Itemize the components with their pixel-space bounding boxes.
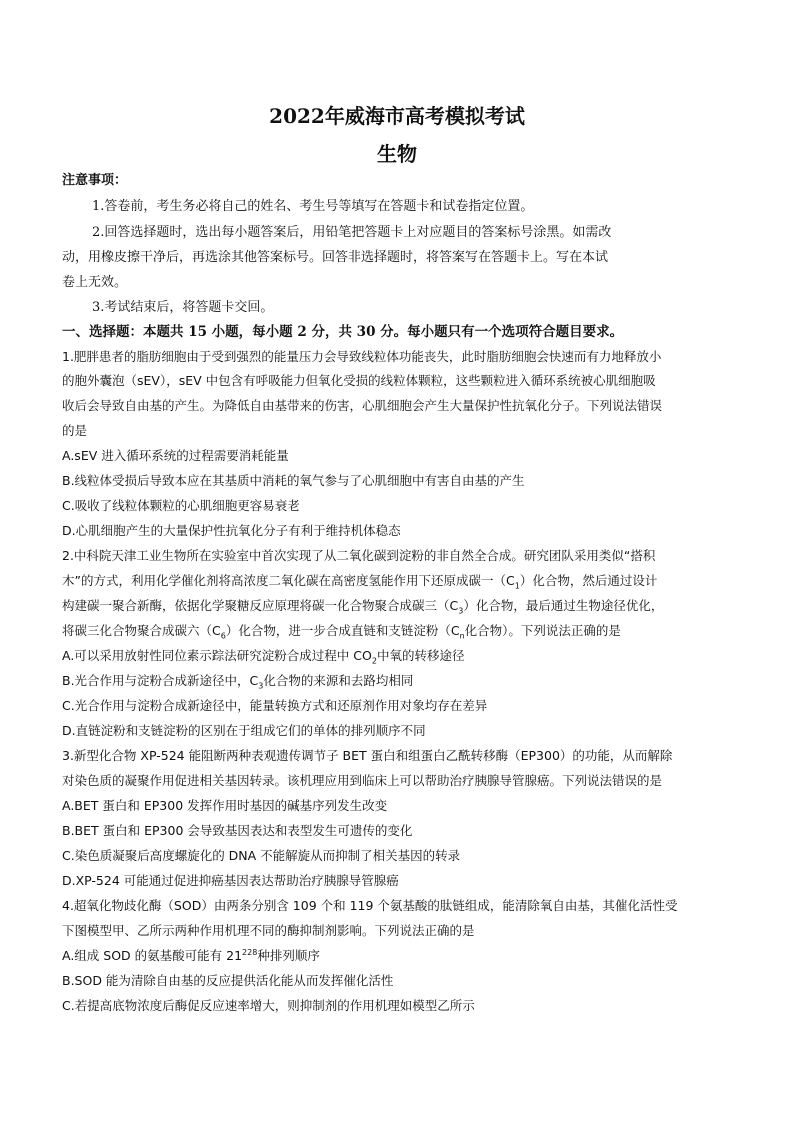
subject-title: 生物 [377, 142, 417, 166]
q3-stem-line: 3.新型化合物 XP-524 能阻断两种表观遗传调节子 BET 蛋白和组蛋白乙酰转移酶（EP300）的功能，从而解除 [62, 748, 673, 763]
q2-option-d: D.直链淀粉和支链淀粉的区别在于组成它们的单体的排列顺序不同 [62, 723, 426, 738]
q2-subscript: 6 [220, 631, 226, 640]
q4-option-c: C.若提高底物浓度后酶促反应速率增大，则抑制剂的作用机理如模型乙所示 [62, 998, 475, 1013]
q3-option-b: B.BET 蛋白和 EP300 会导致基因表达和表型发生可遗传的变化 [62, 823, 413, 838]
q2-text: ）化合物，进一步合成直链和支链淀粉（C [225, 623, 460, 638]
q3-option-d: D.XP-524 可能通过促进抑癌基因表达帮助治疗胰腺导管腺癌 [62, 873, 399, 888]
q2-text: 将碳三化合物聚合成碳六（C [62, 623, 221, 638]
q1-stem-line: 的是 [62, 423, 88, 438]
q4-option-b: B.SOD 能为清除自由基的反应提供活化能从而发挥催化活性 [62, 973, 394, 988]
q3-option-c: C.染色质凝聚后高度螺旋化的 DNA 不能解旋从而抑制了相关基因的转录 [62, 848, 461, 863]
q4-stem-line: 下图模型甲、乙所示两种作用机理不同的酶抑制剂影响。下列说法正确的是 [62, 923, 475, 938]
q1-option-d: D.心肌细胞产生的大量保护性抗氧化分子有利于维持机体稳态 [62, 523, 401, 538]
q2-option-a [62, 647, 742, 665]
q4-superscript: 228 [242, 947, 258, 957]
q2-text: A.可以采用放射性同位素示踪法研究淀粉合成过程中 CO [62, 648, 372, 663]
q2-text: ）化合物，然后通过设计 [519, 573, 658, 588]
q1-stem-line: 1.肥胖患者的脂肪细胞由于受到强烈的能量压力会导致线粒体功能丧失，此时脂肪细胞会快速而有力地释放小 [62, 349, 662, 364]
q2-subscript: 3 [458, 606, 464, 615]
q2-stem-line [62, 622, 742, 640]
q1-stem-line: 收后会导致自由基的产生。为降低自由基带来的伤害，心肌细胞会产生大量保护性抗氧化分子。下列说法错误 [62, 398, 663, 413]
q2-stem-line [62, 597, 742, 615]
q2-subscript: n [459, 631, 465, 640]
q2-subscript: 3 [258, 681, 264, 690]
q4-option-a [62, 947, 742, 965]
section-heading: 一、选择题：本题共 15 小题，每小题 2 分，共 30 分。每小题只有一个选项符合题目要求。 [62, 324, 624, 340]
q4-text: 种排列顺序 [257, 948, 320, 963]
q1-option-a: A.sEV 进入循环系统的过程需要消耗能量 [62, 448, 289, 463]
q1-option-b: B.线粒体受损后导致本应在其基质中消耗的氧气参与了心肌细胞中有害自由基的产生 [62, 473, 525, 488]
q2-subscript: 1 [514, 581, 520, 590]
q2-text: 化合物）。下列说法正确的是 [464, 623, 621, 638]
q2-text: ）化合物，最后通过生物途径优化， [463, 598, 664, 613]
q2-subscript: 2 [371, 656, 377, 665]
notes-heading: 注意事项： [62, 173, 128, 188]
q2-text: 构建碳一聚合新酶，依据化学聚糖反应原理将碳一化合物聚合成碳三（C [62, 598, 459, 613]
q4-stem-line: 4.超氧化物歧化酶（SOD）由两条分别含 109 个和 119 个氨基酸的肽链组成，能清除氧自由基，其催化活性受 [62, 898, 678, 913]
q2-option-c: C.光合作用与淀粉合成新途径中，能量转换方式和还原剂作用对象均存在差异 [62, 698, 488, 713]
q2-text: B.光合作用与淀粉合成新途径中，C [62, 673, 259, 688]
q2-stem-line [62, 572, 742, 590]
notes-line: 2.回答选择题时，选出每小题答案后，用铅笔把答题卡上对应题目的答案标号涂黑。如需改 [92, 225, 612, 240]
q2-option-b [62, 672, 742, 690]
q2-text: 中氧的转移途径 [376, 648, 465, 663]
q2-text: 化合物的来源和去路均相同 [263, 673, 414, 688]
q1-option-c: C.吸收了线粒体颗粒的心肌细胞更容易衰老 [62, 498, 300, 513]
notes-line: 3.考试结束后，将答题卡交回。 [92, 300, 274, 315]
q3-stem-line: 对染色质的凝聚作用促进相关基因转录。该机理应用到临床上可以帮助治疗胰腺导管腺癌。下列说法错误的是 [62, 773, 663, 788]
q3-option-a: A.BET 蛋白和 EP300 发挥作用时基因的碱基序列发生改变 [62, 798, 388, 813]
q2-text: 木”的方式，利用化学催化剂将高浓度二氧化碳在高密度氢能作用下还原成碳一（C [62, 573, 515, 588]
q1-stem-line: 的胞外囊泡（sEV），sEV 中包含有呼吸能力但氧化受损的线粒体颗粒，这些颗粒进入循环系统被心肌细胞吸 [62, 373, 656, 388]
notes-line: 1.答卷前，考生务必将自己的姓名、考生号等填写在答题卡和试卷指定位置。 [92, 199, 534, 214]
notes-line: 卷上无效。 [62, 275, 128, 290]
exam-title: 2022年威海市高考模拟考试 [269, 104, 525, 128]
q4-text: A.组成 SOD 的氨基酸可能有 21 [62, 948, 243, 963]
notes-line: 动，用橡皮擦干净后，再选涂其他答案标号。回答非选择题时，将答案写在答题卡上。写在本试 [62, 250, 609, 265]
q2-stem-line: 2.中科院天津工业生物所在实验室中首次实现了从二氧化碳到淀粉的非自然全合成。研究团队采用类似“搭积 [62, 548, 656, 563]
